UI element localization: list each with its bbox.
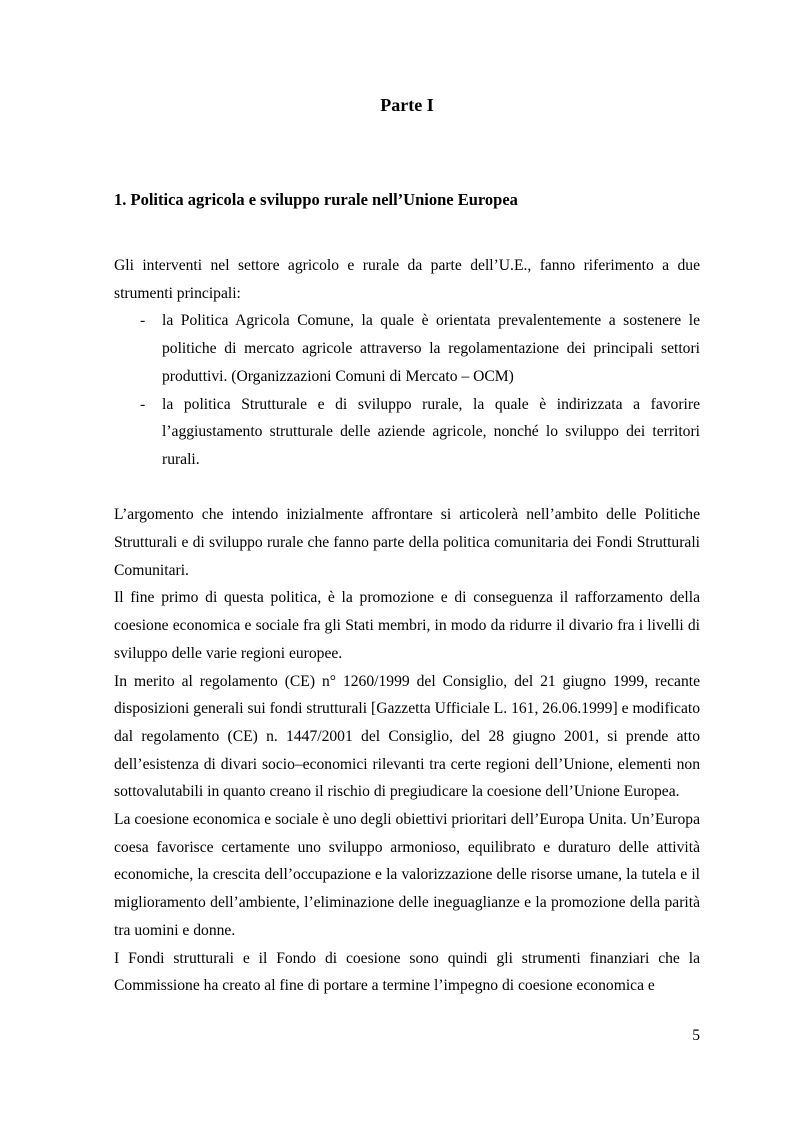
body-paragraph: Il fine primo di questa politica, è la promozione e di conseguenza il rafforzamento della coesione economica e sociale fra gli Stati membri, in modo da ridurre il divario fra i livelli di sviluppo delle varie regioni europee. xyxy=(114,589,700,662)
page-number: 5 xyxy=(692,1027,700,1044)
bullet-text: la politica Strutturale e di sviluppo rurale, la quale è indirizzata a favorire l’aggiustamento strutturale delle aziende agricole, nonché lo sviluppo dei territori rurali. xyxy=(162,395,700,468)
part-title: Parte I xyxy=(380,95,434,115)
body-paragraph: L’argomento che intendo inizialmente affrontare si articolerà nell’ambito delle Politiche Strutturali e di sviluppo rurale che fanno parte della politica comunitaria dei Fondi Strutturali Comunitari. xyxy=(114,506,700,579)
bullet-dash: - xyxy=(140,395,146,413)
bullet-item xyxy=(114,307,700,390)
bullet-list xyxy=(114,307,700,473)
bullet-text: la Politica Agricola Comune, la quale è orientata prevalentemente a sostenere le politiche di mercato agricole attraverso la regolamentazione dei principali settori produttivi. (Organizzazioni Comuni di Mercato – OCM) xyxy=(162,312,700,385)
bullet-item xyxy=(114,391,700,474)
section-heading: 1. Politica agricola e sviluppo rurale nell’Unione Europea xyxy=(114,190,518,209)
bullet-dash: - xyxy=(140,312,146,330)
paragraph-gap xyxy=(114,474,700,502)
body-paragraph: La coesione economica e sociale è uno degli obiettivi prioritari dell’Europa Unita. Un’Europa coesa favorisce certamente uno sviluppo armonioso, equilibrato e duraturo delle attività economiche, la crescita dell’occupazione e la valorizzazione delle risorse umane, la tutela e il miglioramento dell’ambiente, l’eliminazione delle ineguaglianze e la promozione della parità tra uomini e donne. xyxy=(114,811,700,939)
body-text xyxy=(114,252,700,1000)
body-paragraph: In merito al regolamento (CE) n° 1260/1999 del Consiglio, del 21 giugno 1999, recante disposizioni generali sui fondi strutturali [Gazzetta Ufficiale L. 161, 26.06.1999] e modificato dal regolamento (CE) n. 1447/2001 del Consiglio, del 28 giugno 2001, si prende atto dell’esistenza di divari socio–economici rilevanti tra certe regioni dell’Unione, elementi non sottovalutabili in quanto creano il rischio di pregiudicare la coesione dell’Unione Europea. xyxy=(114,672,700,801)
body-paragraph: I Fondi strutturali e il Fondo di coesione sono quindi gli strumenti finanziari che la Commissione ha creato al fine di portare a termine l’impegno di coesione economica e xyxy=(114,949,700,995)
intro-paragraph: Gli interventi nel settore agricolo e rurale da parte dell’U.E., fanno riferimento a due strumenti principali: xyxy=(114,257,700,302)
